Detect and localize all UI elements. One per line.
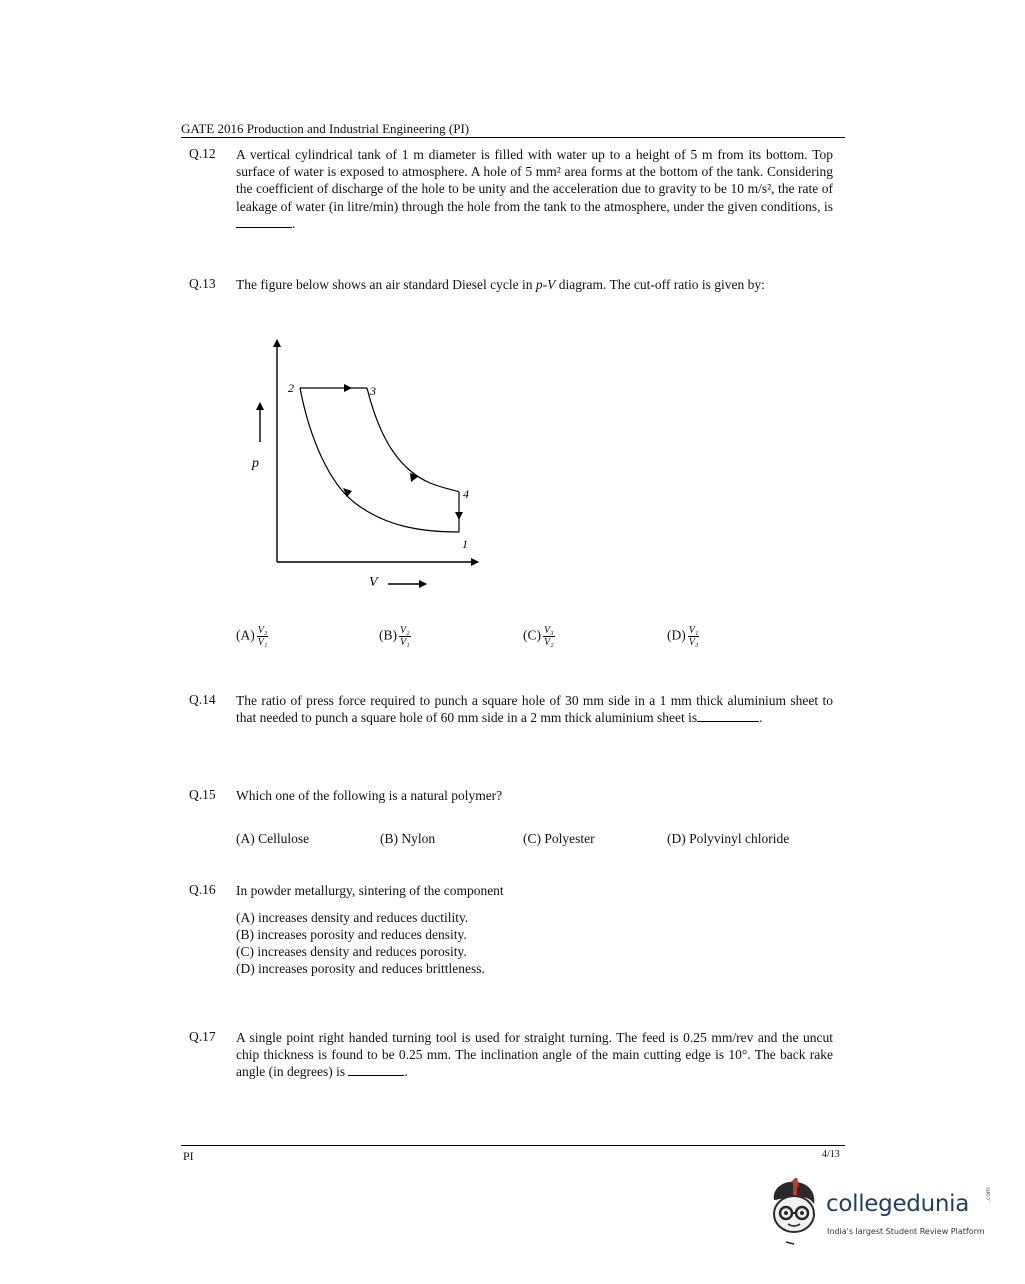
q13-option-a-num: V₃	[257, 625, 268, 636]
q16-number: Q.16	[189, 882, 216, 897]
q12-end: .	[292, 215, 296, 231]
q13-option-b-num: V₂	[400, 625, 410, 636]
q13-option-a	[236, 625, 268, 648]
q13-option-d-fraction	[688, 625, 700, 648]
q13-option-a-label: (A)	[236, 627, 255, 643]
q17-answer-blank	[348, 1075, 404, 1076]
q13-number: Q.13	[189, 276, 216, 291]
flow-arrows	[343, 384, 463, 520]
q13-option-c	[523, 625, 555, 648]
header-rule	[181, 137, 845, 138]
q13-text-b: diagram. The cut-off ratio is given by:	[555, 277, 765, 292]
q12-answer-blank	[236, 227, 292, 228]
header-title: GATE 2016 Production and Industrial Engineering (PI)	[181, 121, 470, 136]
q14-number: Q.14	[189, 692, 216, 707]
point-4-label: 4	[463, 487, 469, 501]
q13-option-a-fraction	[257, 625, 269, 648]
q13-option-b	[379, 625, 411, 648]
arrow-2-3	[344, 384, 352, 392]
q14-end: .	[759, 710, 763, 726]
brand-suffix: .com	[985, 1187, 992, 1202]
point-1-label: 1	[462, 537, 468, 551]
diesel-cycle-pv-diagram	[240, 328, 500, 593]
q13-option-b-fraction	[399, 625, 411, 648]
brand-tagline: India's largest Student Review Platform	[827, 1227, 985, 1236]
brand-name: collegedunia	[826, 1191, 970, 1217]
q13-option-c-fraction	[543, 625, 555, 648]
q15-number: Q.15	[189, 787, 216, 802]
point-2-label: 2	[288, 381, 294, 395]
q13-option-b-den: V₁	[400, 637, 410, 648]
q13-option-d-den: V₃	[688, 637, 699, 648]
q16-option-b: (B) increases porosity and reduces density.	[236, 927, 467, 942]
q13-option-d-label: (D)	[667, 627, 686, 643]
q15-option-b: (B) Nylon	[380, 831, 436, 846]
q12-number: Q.12	[189, 146, 216, 161]
q17-text	[236, 1029, 833, 1081]
q13-text-pv: p-V	[535, 277, 556, 292]
q13-option-d	[667, 625, 699, 648]
q13-option-c-num: V₃	[544, 625, 554, 636]
q12-text	[236, 146, 833, 232]
process-1-2	[300, 388, 459, 532]
q17-body: A single point right handed turning tool is used for straight turning. The feed is 0.25 mm/rev and the uncut chip thickness is found to be 0.25 mm. The inclination angle of the main cutting edge is 10°. The back rake angle (in degrees) is	[236, 1030, 833, 1080]
q13-option-a-den: V₁	[257, 637, 268, 648]
arrow-4-1	[455, 512, 463, 520]
q16-option-a: (A) increases density and reduces ductility.	[236, 910, 469, 925]
q16-option-c: (C) increases density and reduces porosity.	[236, 944, 467, 959]
v-label: V	[369, 575, 378, 590]
footer-page-number: 4/13	[822, 1149, 840, 1160]
q12-body: A vertical cylindrical tank of 1 m diameter is filled with water up to a height of 5 m from its bottom. Top surface of water is exposed to atmosphere. A hole of 5 mm² area forms at the bottom of the tank. Considering the coefficient of discharge of the hole to be unity and the acceleration due to gravity to be 10 m/s², the rate of leakage of water (in litre/min) through the hole from the tank to the atmosphere, under the given conditions, is	[236, 147, 833, 214]
footer-section-code: PI	[183, 1149, 194, 1163]
axes	[260, 340, 478, 584]
q17-end: .	[404, 1064, 408, 1080]
q14-text	[236, 692, 833, 726]
q15-text: Which one of the following is a natural polymer?	[236, 788, 503, 803]
q17-number: Q.17	[189, 1029, 216, 1044]
q15-option-a: (A) Cellulose	[236, 831, 310, 846]
q13-option-b-label: (B)	[379, 627, 397, 643]
q15-option-d: (D) Polyvinyl chloride	[667, 831, 790, 846]
q13-option-d-num: V₁	[688, 625, 699, 636]
p-label: p	[252, 456, 259, 471]
point-3-label: 3	[370, 384, 376, 398]
q13-text	[236, 276, 833, 293]
footer-rule	[181, 1145, 845, 1146]
q13-option-c-den: V₂	[544, 637, 554, 648]
cycle-path	[300, 388, 459, 532]
q14-body: The ratio of press force required to punch a square hole of 30 mm side in a 1 mm thick aluminium sheet to that needed to punch a square hole of 60 mm side in a 2 mm thick aluminium sheet is	[236, 693, 833, 726]
q16-text: In powder metallurgy, sintering of the component	[236, 883, 504, 898]
q16-option-d: (D) increases porosity and reduces brittleness.	[236, 961, 485, 976]
q13-option-c-label: (C)	[523, 627, 541, 643]
q14-answer-blank	[697, 721, 759, 722]
q13-text-a: The figure below shows an air standard Diesel cycle in	[236, 277, 536, 292]
q15-option-c: (C) Polyester	[523, 831, 595, 846]
collegedunia-mascot-logo	[766, 1178, 824, 1248]
